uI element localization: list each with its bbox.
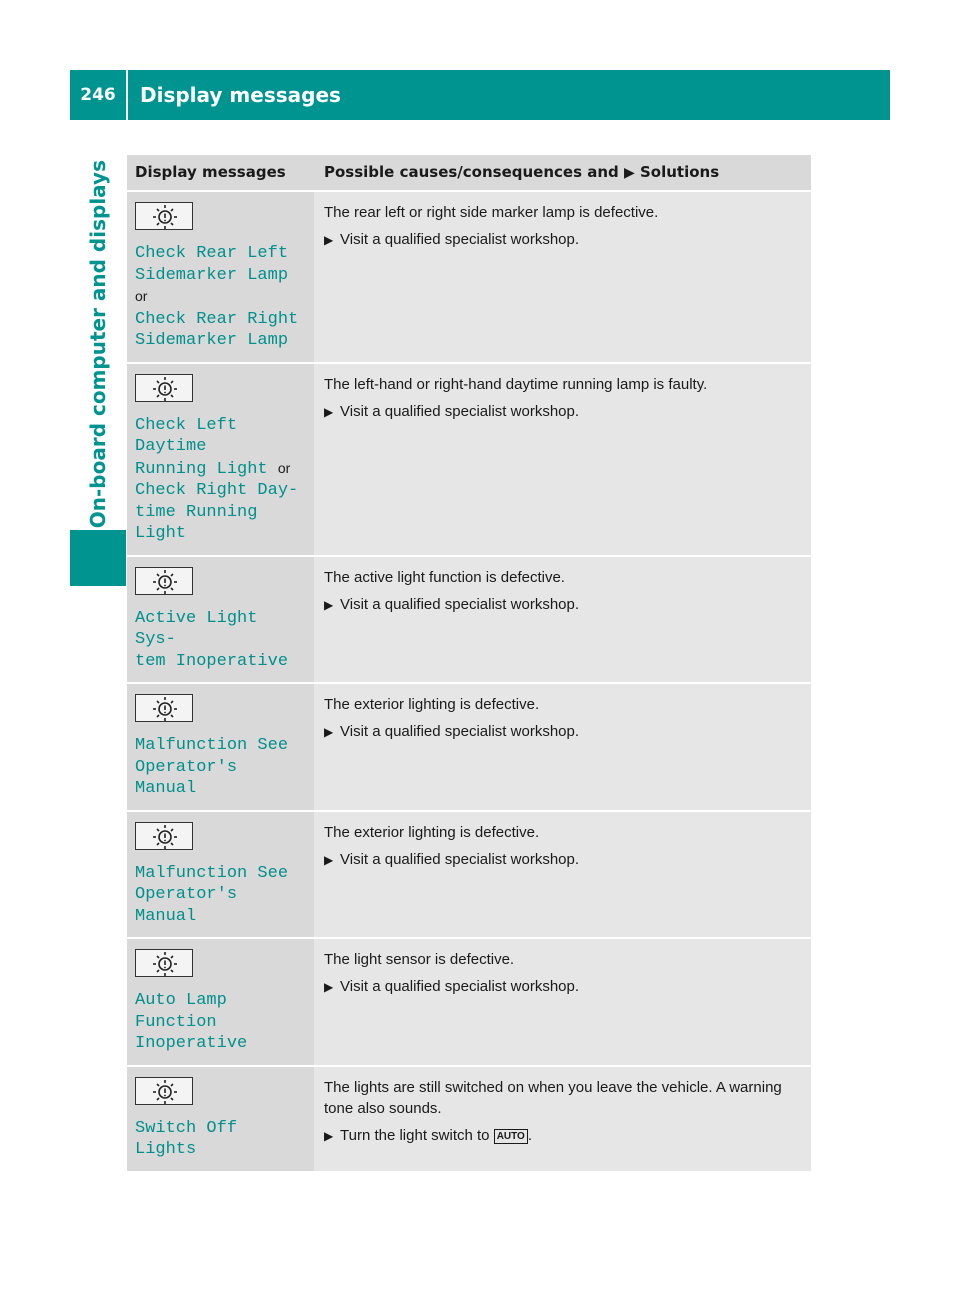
message-line: Operator's Manual	[135, 885, 238, 926]
display-messages-table	[127, 155, 811, 1171]
solution-cell	[314, 191, 811, 363]
action-item	[324, 849, 801, 871]
message-cell	[127, 938, 314, 1066]
action-text: Visit a qualified specialist workshop.	[340, 231, 580, 248]
table-row	[127, 191, 811, 363]
action-arrow-icon: ▶	[324, 597, 334, 612]
message-line: Auto Lamp Function	[135, 991, 227, 1032]
action-arrow-icon: ▶	[624, 165, 635, 181]
solution-cell	[314, 1066, 811, 1171]
cause-text: The lights are still switched on when you leave the vehicle. A warning tone also sounds.	[324, 1078, 782, 1117]
message-cell	[127, 1066, 314, 1171]
section-side-tab	[80, 160, 116, 530]
display-message	[135, 1118, 304, 1161]
display-message	[135, 735, 304, 800]
page-header	[70, 70, 890, 120]
message-line: Check Rear Left	[135, 244, 289, 263]
message-line: Malfunction See	[135, 863, 289, 883]
message-line: Switch Off Lights	[135, 1118, 238, 1159]
message-cell	[127, 556, 314, 684]
exterior-light-warning-icon	[135, 1077, 193, 1105]
table-header-row	[127, 155, 811, 191]
message-line: Sidemarker Lamp	[135, 331, 289, 350]
action-arrow-icon: ▶	[324, 980, 334, 994]
action-text: Turn the light switch to	[340, 1126, 494, 1144]
message-line: Check Left Daytime	[135, 415, 238, 456]
exterior-light-warning-icon	[135, 694, 193, 722]
message-line: Check Right Day‑	[135, 481, 299, 500]
action-arrow-icon: ▶	[324, 233, 334, 247]
column-header-messages-label: Display messages	[135, 163, 286, 181]
solution-cell	[314, 938, 811, 1066]
table-row	[127, 363, 811, 556]
table-row	[127, 556, 811, 684]
solution-cell	[314, 556, 811, 684]
message-line: tem Inoperative	[135, 651, 289, 671]
message-cell	[127, 811, 314, 939]
message-line: Running Light	[135, 459, 268, 479]
table-row	[127, 938, 811, 1066]
action-item	[324, 229, 801, 251]
message-line: Sidemarker Lamp	[135, 265, 289, 285]
exterior-light-warning-icon	[135, 567, 193, 595]
display-message	[135, 243, 304, 352]
message-line: Active Light Sys‑	[135, 608, 258, 649]
action-text: Visit a qualified specialist workshop.	[340, 595, 580, 613]
cause-text: The exterior lighting is defective.	[324, 696, 540, 713]
cause-text: The active light function is defective.	[324, 568, 565, 586]
action-arrow-icon: ▶	[324, 404, 334, 419]
exterior-light-warning-icon	[135, 202, 193, 230]
action-text-suffix: .	[527, 1126, 533, 1144]
or-separator: or	[135, 288, 148, 304]
exterior-light-warning-icon	[135, 822, 193, 850]
display-message	[135, 415, 304, 545]
exterior-light-warning-icon	[135, 374, 193, 402]
action-text: Visit a qualified specialist workshop.	[340, 850, 580, 868]
page-title: Display messages	[140, 83, 341, 107]
action-item	[324, 1125, 801, 1147]
auto-light-switch-icon: AUTO	[494, 1129, 528, 1144]
solution-cell	[314, 683, 811, 811]
page-number: 246	[80, 85, 116, 105]
message-cell	[127, 683, 314, 811]
or-separator: or	[277, 459, 291, 476]
cause-text: The left-hand or right-hand daytime running lamp is faulty.	[324, 375, 708, 393]
message-line: Malfunction See	[135, 736, 289, 755]
column-header-messages	[127, 155, 314, 191]
table-row	[127, 1066, 811, 1171]
cause-text: The rear left or right side marker lamp is defective.	[324, 204, 659, 221]
solution-cell	[314, 363, 811, 556]
action-item	[324, 401, 801, 423]
message-cell	[127, 363, 314, 556]
solution-cell	[314, 811, 811, 939]
action-text: Visit a qualified specialist workshop.	[340, 402, 580, 420]
message-line: Inoperative	[135, 1034, 248, 1053]
action-arrow-icon: ▶	[324, 852, 334, 867]
column-header-solutions-prefix: Possible causes/consequences and	[324, 163, 624, 181]
message-line: Operator's Manual	[135, 757, 238, 798]
action-item	[324, 721, 801, 743]
action-item	[324, 976, 801, 998]
section-side-tab-label: On-board computer and displays	[86, 160, 110, 529]
cause-text: The light sensor is defective.	[324, 951, 515, 968]
message-line: Check Rear Right	[135, 309, 299, 329]
column-header-solutions-suffix: Solutions	[634, 163, 720, 181]
table-row	[127, 683, 811, 811]
action-arrow-icon: ▶	[324, 725, 334, 739]
action-item	[324, 594, 801, 616]
action-text: Visit a qualified specialist workshop.	[340, 723, 580, 740]
message-line: time Running Light	[135, 502, 258, 543]
column-header-solutions	[314, 155, 811, 191]
action-text: Visit a qualified specialist workshop.	[340, 978, 580, 995]
message-cell	[127, 191, 314, 363]
action-arrow-icon: ▶	[324, 1128, 334, 1143]
section-marker-block	[70, 530, 126, 586]
exterior-light-warning-icon	[135, 949, 193, 977]
cause-text: The exterior lighting is defective.	[324, 823, 540, 841]
display-message	[135, 863, 304, 928]
display-message	[135, 990, 304, 1055]
display-message	[135, 608, 304, 673]
table-row	[127, 811, 811, 939]
